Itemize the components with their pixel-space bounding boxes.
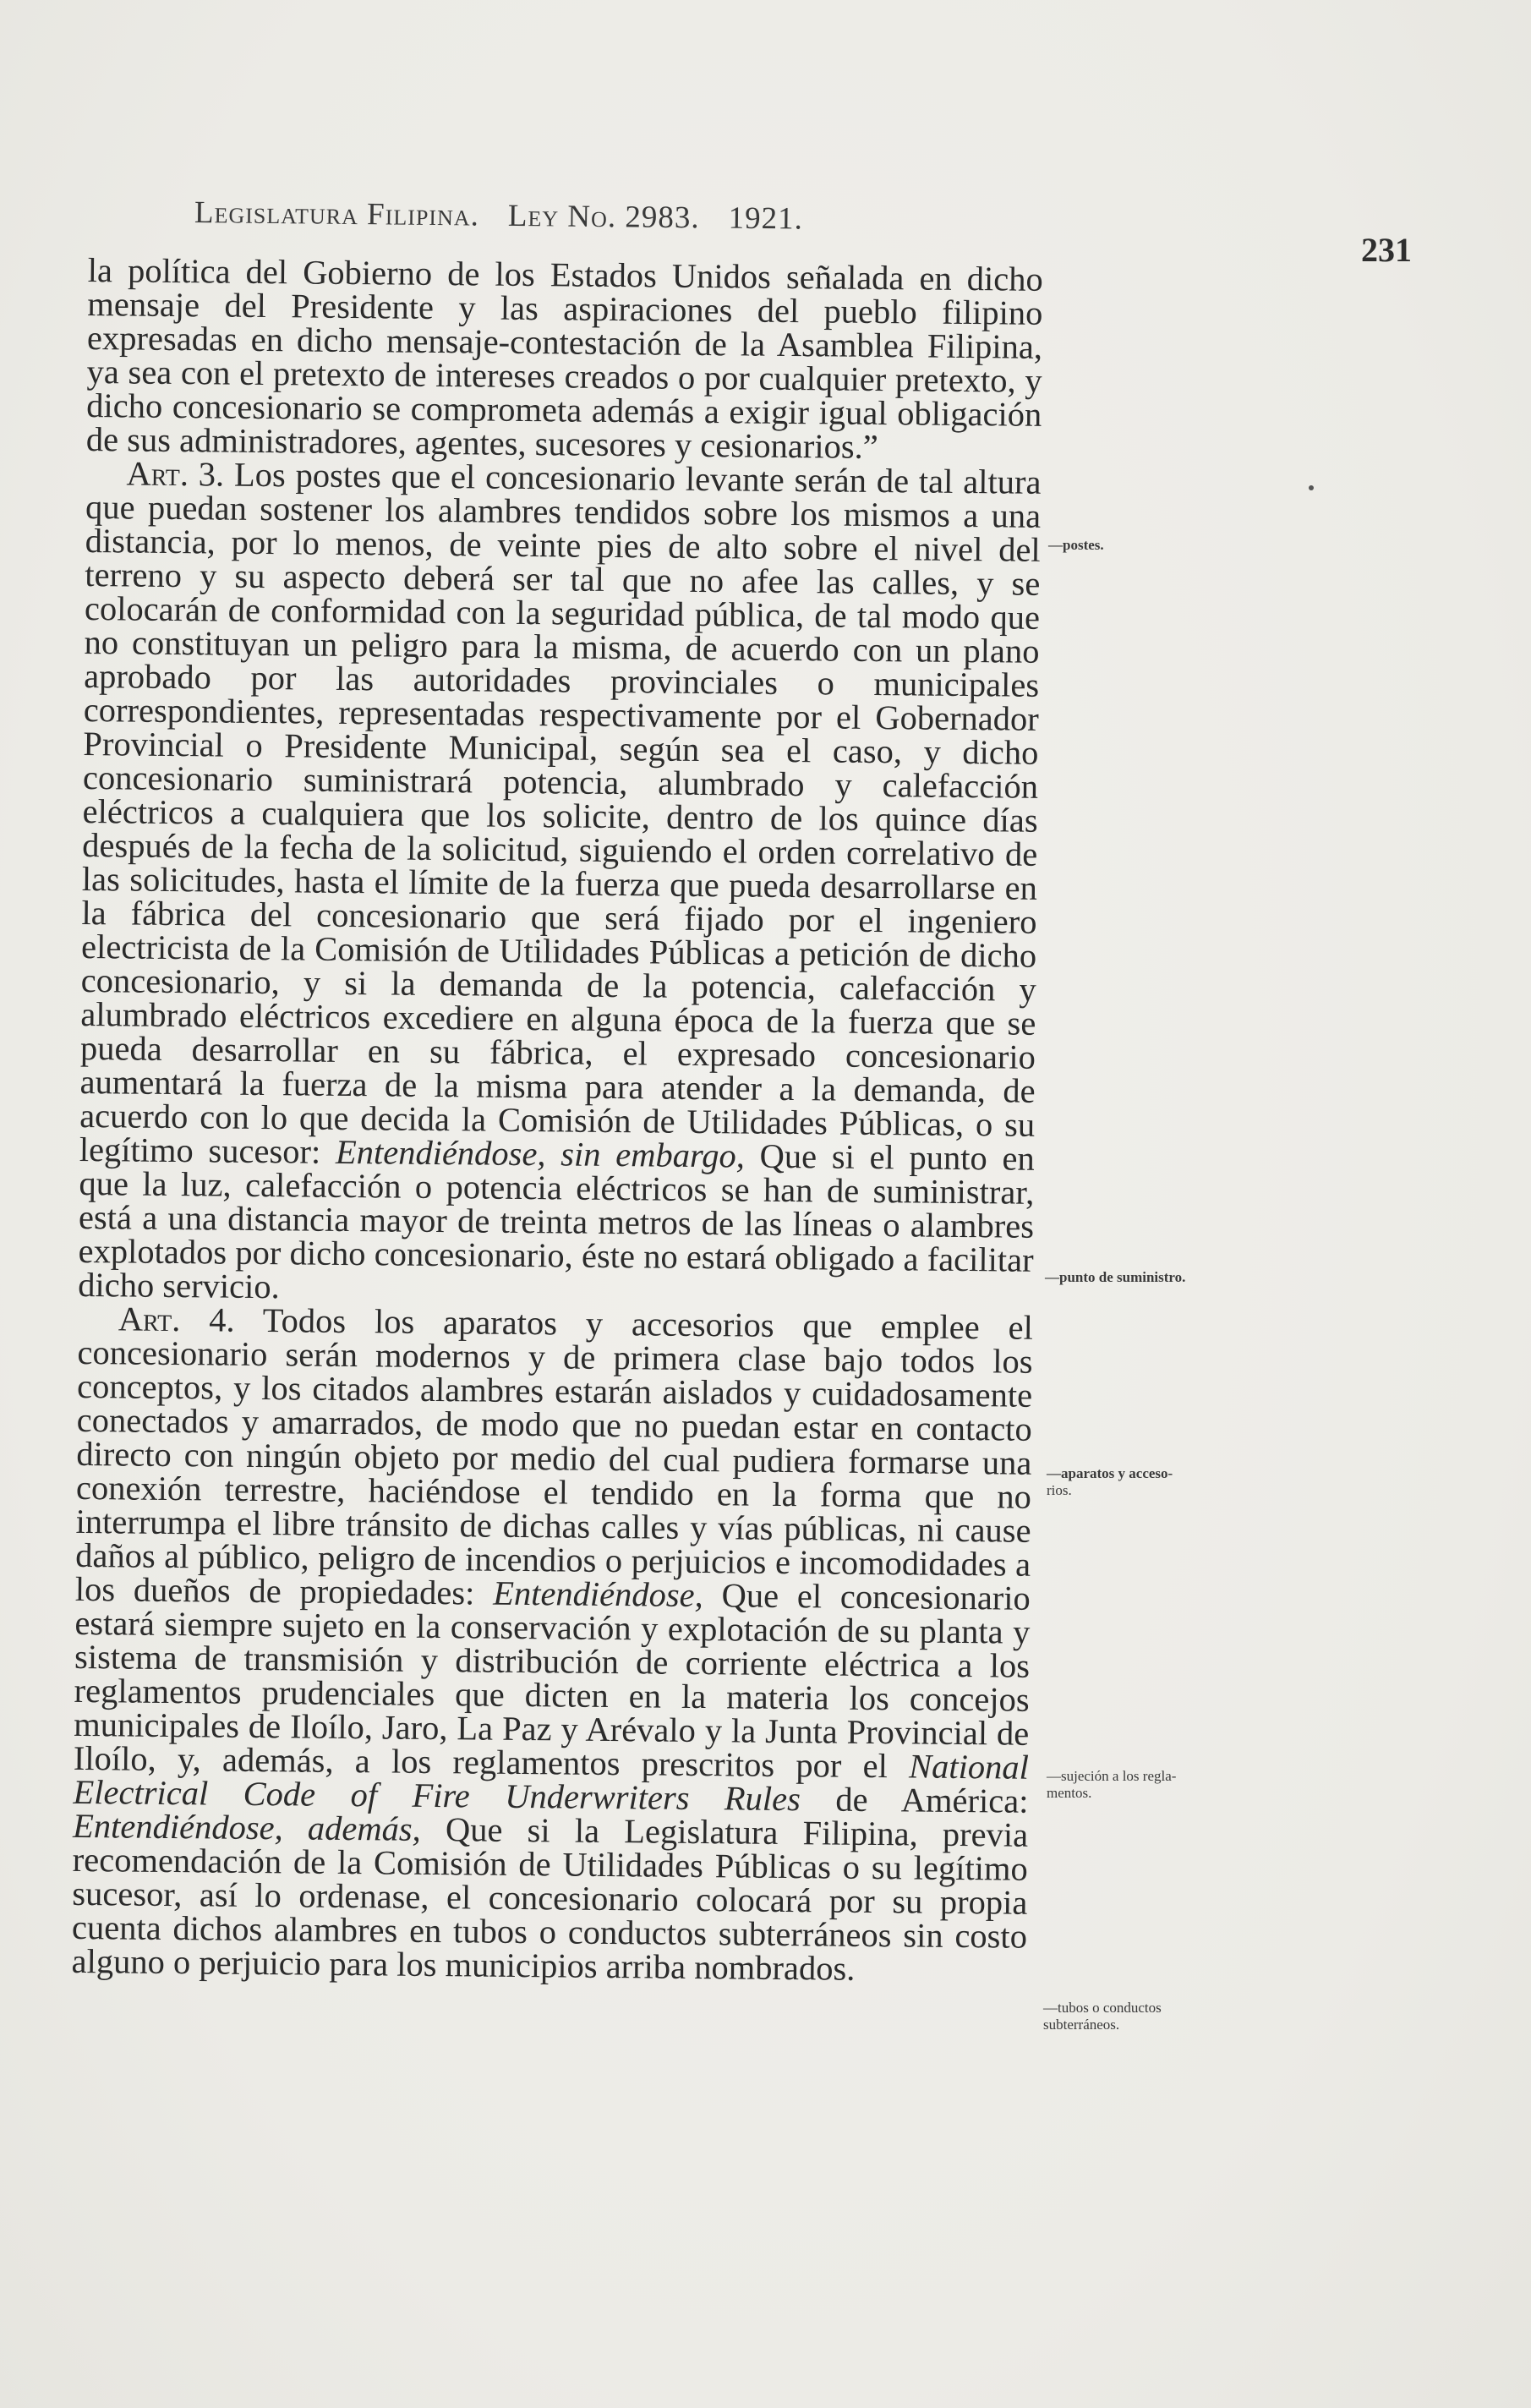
article-4-text-d: Que si la Legislatura Filipina, previa recomendación de la Comisión de Utilidades Públicas o su legítimo sucesor, así lo ordenase, el concesionario colocará por su propia cuenta dichos alambres en tubos o conductos subterráneos sin costo alguno o perjuicio para los municipios arriba nombrados. bbox=[71, 1809, 1029, 1988]
margin-note-sujecion-line-1: —sujeción a los regla- bbox=[1047, 1768, 1177, 1784]
margin-note-aparatos-line-1: —aparatos y acceso- bbox=[1047, 1465, 1173, 1481]
article-3 bbox=[78, 454, 1042, 1311]
page-number: 231 bbox=[1361, 231, 1412, 269]
article-4-italic-3: Entendiéndose, además, bbox=[72, 1806, 421, 1848]
running-head-legislature: Legislatura Filipina. bbox=[194, 195, 480, 233]
article-3-text-b: Que si el punto en que la luz, calefacción o potencia eléctricos se han de suministrar, está a una distancia mayor de treinta metros de las líneas o alambres explotados por dicho concesionario, éste no estará obligado a facilitar dicho servicio. bbox=[78, 1136, 1035, 1306]
ink-speck bbox=[1309, 485, 1314, 490]
running-head-year: 1921. bbox=[728, 200, 804, 237]
paragraph-continuation: la política del Gobierno de los Estados Unidos señalada en dicho mensaje del Presidente y las aspiraciones del pueblo filipino expresadas en dicho mensaje-contestación de la Asamblea Filipina, ya sea con el pretexto de intereses creados o por cualquier pretexto, y dicho concesionario se comprometa además a exigir igual obligación de sus administradores, agentes, sucesores y cesionarios.” bbox=[85, 251, 1043, 466]
article-3-italic: Entendiéndose, sin embargo, bbox=[335, 1132, 746, 1175]
margin-note-tubos-line-2: subterráneos. bbox=[1043, 2017, 1120, 2033]
article-4-text-b: Que el concesionario estará siempre sujeto en la conservación y explotación de su planta y sistema de transmisión y distribución de corriente eléctrica a los reglamentos prudenciales que dicten en la materia los concejos municipales de Iloílo, Jaro, La Paz y Arévalo y la Junta Provincial de Iloílo, y, además, a los reglamentos prescritos por el bbox=[73, 1576, 1031, 1786]
article-4-text-a: Todos los aparatos y accesorios que emplee el concesionario serán modernos y de primera clase bajo todos los conceptos, y los citados alambres estarán aislados y cuidadosamente conectados y amarrados, de modo que no puedan estar en contacto directo con ningún objeto por medio del cual pudiera formarse una conexión terrestre, haciéndose el tendido en la forma que no interrumpa el libre tránsito de dichas calles y vías públicas, ni cause daños al público, peligro de incendios o perjuicios e incomodidades a los dueños de propiedades: bbox=[74, 1300, 1034, 1612]
article-4-italic-2: National Electrical Code of Fire Underwriters Rules bbox=[73, 1747, 1030, 1819]
body-text bbox=[71, 251, 1043, 1988]
article-4 bbox=[71, 1302, 1033, 1988]
article-3-text-a: Los postes que el concesionario levante serán de tal altura que puedan sostener los alambres tendidos sobre los mismos a una distancia, por lo menos, de veinte pies de alto sobre el nivel del terreno y su aspecto deberá ser tal que no afee las calles, y se colocarán de conformidad con la seguridad pública, de tal modo que no constituyan un peligro para la misma, de acuerdo con un plano aprobado por las autoridades provinciales o municipales correspondientes, representadas respectivamente por el Gobernador Provincial o Presidente Municipal, según sea el caso, y dicho concesionario suministrará potencia, alumbrado y calefacción eléctricos a cualquiera que los solicite, dentro de los quince días después de la fecha de la solicitud, siguiendo el orden correlativo de las solicitudes, hasta el límite de la fuerza que pueda desarrollarse en la fábrica del concesionario que será fijado por el ingeniero electricista de la Comisión de Utilidades Públicas a petición de dicho concesionario, y si la demanda de la potencia, calefacción y alumbrado eléctricos excediere en alguna época de la fuerza que se pueda desarrollar en su fábrica, el expresado concesionario aumentará la fuerza de la misma para atender a la demanda, de acuerdo con lo que decida la Comisión de Utilidades Públicas, o su legítimo sucesor: bbox=[79, 455, 1042, 1171]
margin-note-punto-de-suministro: —punto de suministro. bbox=[1045, 1269, 1186, 1285]
margin-note-aparatos-line-2: rios. bbox=[1047, 1482, 1072, 1498]
margin-note-sujecion-line-2: mentos. bbox=[1047, 1785, 1092, 1801]
article-4-label: Art. 4. bbox=[118, 1300, 235, 1339]
article-4-italic-1: Entendiéndose, bbox=[493, 1573, 703, 1615]
running-head-law-number: Ley No. 2983. bbox=[507, 198, 700, 236]
article-3-label: Art. 3. bbox=[126, 454, 225, 494]
running-head bbox=[194, 194, 803, 238]
margin-note-tubos-line-1: —tubos o conductos bbox=[1043, 2000, 1162, 2016]
article-4-text-c: de América: bbox=[800, 1780, 1029, 1820]
margin-note-postes: —postes. bbox=[1048, 537, 1104, 553]
